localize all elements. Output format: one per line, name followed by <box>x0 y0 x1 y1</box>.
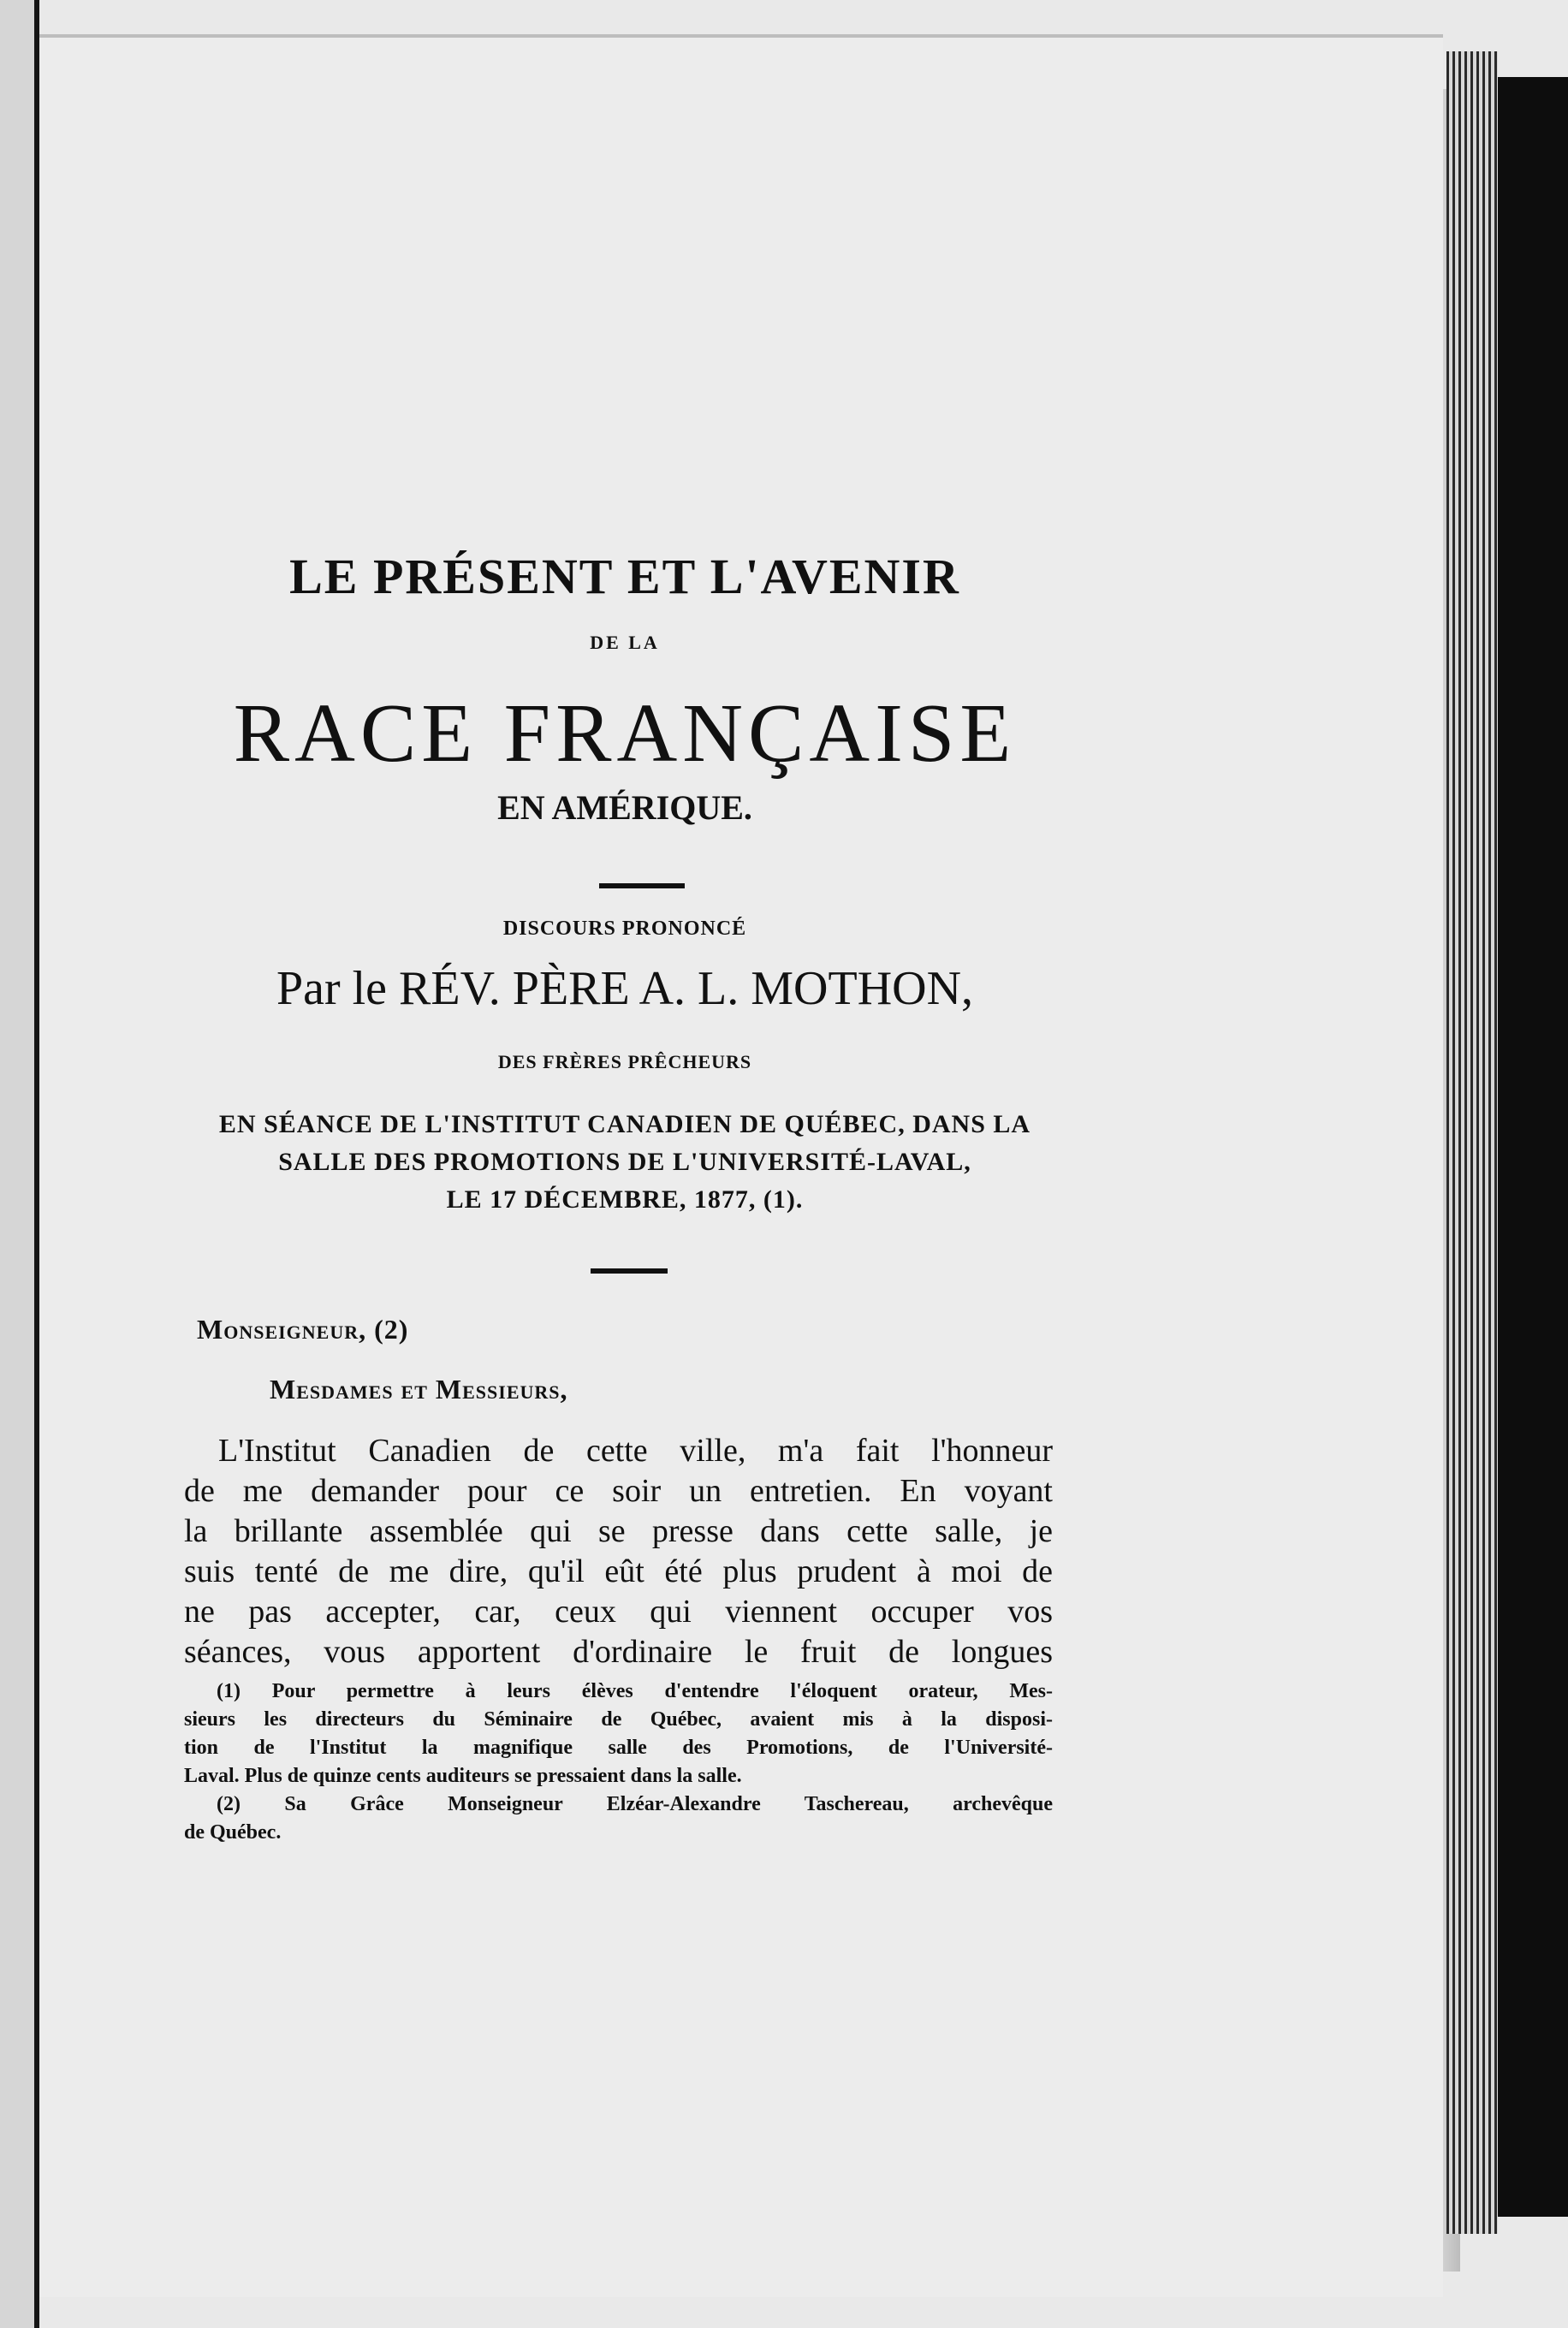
footnote-line: (1) Pour permettre à leurs élèves d'entendre l'éloquent orateur, Mes- <box>217 1680 1053 1702</box>
title-main: RACE FRANÇAISE <box>233 687 1017 780</box>
discours-label: DISCOURS PRONONCÉ <box>502 918 747 940</box>
body-line: séances, vous apportent d'ordinaire le fruit de longues <box>184 1634 1053 1670</box>
religious-order: DES FRÈRES PRÊCHEURS <box>497 1051 752 1072</box>
body-line: ne pas accepter, car, ceux qui viennent occuper vos <box>184 1594 1053 1630</box>
footnotes <box>184 1678 1053 1847</box>
footnote-line: Laval. Plus de quinze cents auditeurs se pressaient dans la salle. <box>184 1765 742 1787</box>
salutation-mesdames: Mesdames et Messieurs, <box>270 1374 568 1405</box>
venue-block <box>193 1106 1057 1219</box>
footnote-line: tion de l'Institut la magnifique salle des Promotions, de l'Université- <box>184 1737 1053 1759</box>
body-line: suis tenté de me dire, qu'il eût été plus prudent à moi de <box>184 1553 1053 1589</box>
body-line: L'Institut Canadien de cette ville, m'a fait l'honneur <box>218 1433 1053 1469</box>
salutation-monseigneur: Monseigneur, (2) <box>197 1314 409 1345</box>
footnote-line: sieurs les directeurs du Séminaire de Québec, avaient mis à la disposi- <box>184 1708 1053 1731</box>
divider-rule <box>599 883 685 888</box>
title-line-1: LE PRÉSENT ET L'AVENIR <box>289 549 960 604</box>
author-line: Par le RÉV. PÈRE A. L. MOTHON, <box>276 962 974 1015</box>
venue-line: SALLE DES PROMOTIONS DE L'UNIVERSITÉ-LAVAL, <box>278 1148 971 1176</box>
venue-line: LE 17 DÉCEMBRE, 1877, (1). <box>446 1185 804 1214</box>
footnote-line: (2) Sa Grâce Monseigneur Elzéar-Alexandre Taschereau, archevêque <box>217 1793 1053 1815</box>
title-line-4: EN AMÉRIQUE. <box>497 788 752 827</box>
venue-line: EN SÉANCE DE L'INSTITUT CANADIEN DE QUÉBEC, DANS LA <box>218 1110 1031 1138</box>
title-line-2: DE LA <box>590 632 660 653</box>
footnote-line: de Québec. <box>184 1821 282 1844</box>
body-paragraph <box>184 1431 1053 1672</box>
body-line: de me demander pour ce soir un entretien. En voyant <box>184 1473 1053 1509</box>
divider-rule <box>591 1268 668 1274</box>
body-line: la brillante assemblée qui se presse dans cette salle, je <box>184 1513 1053 1549</box>
